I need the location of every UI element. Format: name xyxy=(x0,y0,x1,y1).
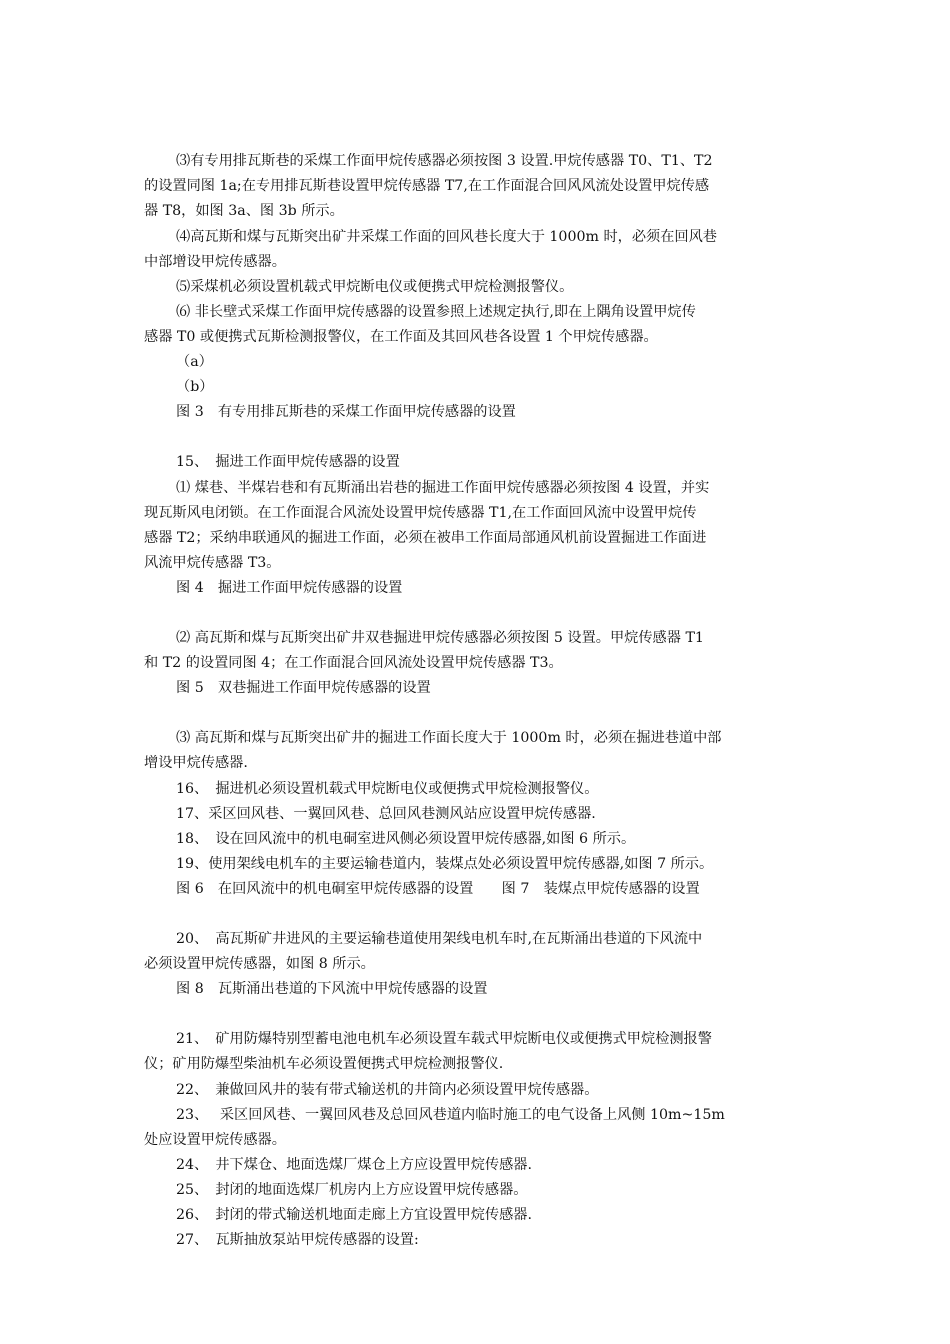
figure-caption: 图 5 双巷掘进工作面甲烷传感器的设置 xyxy=(176,680,431,696)
figure-caption: 图 3 有专用排瓦斯巷的采煤工作面甲烷传感器的设置 xyxy=(176,404,516,420)
text-line: 26、 封闭的带式输送机地面走廊上方宜设置甲烷传感器. xyxy=(176,1207,532,1223)
text-line: 必须设置甲烷传感器，如图 8 所示。 xyxy=(144,956,375,972)
text-line: ⑹ 非长壁式采煤工作面甲烷传感器的设置参照上述规定执行,即在上隅角设置甲烷传 xyxy=(176,304,696,320)
text-line: 感器 T0 或便携式瓦斯检测报警仪，在工作面及其回风巷各设置 1 个甲烷传感器。 xyxy=(144,329,658,345)
text-line: ⑶有专用排瓦斯巷的采煤工作面甲烷传感器必须按图 3 设置.甲烷传感器 T0、T1、T2 xyxy=(176,153,713,169)
text-line: 增设甲烷传感器. xyxy=(144,755,248,771)
text-line: 27、 瓦斯抽放泵站甲烷传感器的设置: xyxy=(176,1232,419,1248)
text-line: ⑸采煤机必须设置机载式甲烷断电仪或便携式甲烷检测报警仪。 xyxy=(176,279,574,295)
text-line: 22、 兼做回风井的装有带式输送机的井筒内必须设置甲烷传感器。 xyxy=(176,1082,599,1098)
text-line: 24、 井下煤仓、地面选煤厂煤仓上方应设置甲烷传感器. xyxy=(176,1157,532,1173)
text-line: ⑷高瓦斯和煤与瓦斯突出矿井采煤工作面的回风巷长度大于 1000m 时，必须在回风巷 xyxy=(176,229,717,245)
text-line: ⑵ 高瓦斯和煤与瓦斯突出矿井双巷掘进甲烷传感器必须按图 5 设置。甲烷传感器 T1 xyxy=(176,630,704,646)
text-line: 风流甲烷传感器 T3。 xyxy=(144,555,281,571)
text-line: （b） xyxy=(176,379,214,395)
text-line: 18、 设在回风流中的机电硐室进风侧必须设置甲烷传感器,如图 6 所示。 xyxy=(176,831,636,847)
text-line: 中部增设甲烷传感器。 xyxy=(144,254,286,270)
text-line: 25、 封闭的地面选煤厂机房内上方应设置甲烷传感器。 xyxy=(176,1182,528,1198)
figure-caption: 图 8 瓦斯涌出巷道的下风流中甲烷传感器的设置 xyxy=(176,981,488,997)
text-line: 17、采区回风巷、一翼回风巷、总回风巷测风站应设置甲烷传感器. xyxy=(176,806,596,822)
text-line: 和 T2 的设置同图 4；在工作面混合回风流处设置甲烷传感器 T3。 xyxy=(144,655,563,671)
text-line: （a） xyxy=(176,354,213,370)
text-line: 的设置同图 1a;在专用排瓦斯巷设置甲烷传感器 T7,在工作面混合回风风流处设置甲烷传感 xyxy=(144,178,710,194)
text-line: ⑶ 高瓦斯和煤与瓦斯突出矿井的掘进工作面长度大于 1000m 时，必须在掘进巷道中部 xyxy=(176,730,722,746)
figure-caption: 图 4 掘进工作面甲烷传感器的设置 xyxy=(176,580,403,596)
figure-caption: 图 6 在回风流中的机电硐室甲烷传感器的设置 图 7 装煤点甲烷传感器的设置 xyxy=(176,881,700,897)
text-line: 16、 掘进机必须设置机载式甲烷断电仪或便携式甲烷检测报警仪。 xyxy=(176,781,599,797)
text-line: 仪；矿用防爆型柴油机车必须设置便携式甲烷检测报警仪. xyxy=(144,1056,504,1072)
text-line: ⑴ 煤巷、半煤岩巷和有瓦斯涌出岩巷的掘进工作面甲烷传感器必须按图 4 设置，并实 xyxy=(176,480,710,496)
text-line: 19、使用架线电机车的主要运输巷道内，装煤点处必须设置甲烷传感器,如图 7 所示。 xyxy=(176,856,714,872)
text-line: 20、 高瓦斯矿井进风的主要运输巷道使用架线电机车时,在瓦斯涌出巷道的下风流中 xyxy=(176,931,703,947)
text-line: 感器 T2；采纳串联通风的掘进工作面，必须在被串工作面局部通风机前设置掘进工作面进 xyxy=(144,530,707,546)
section-heading: 15、 掘进工作面甲烷传感器的设置 xyxy=(176,454,400,470)
text-line: 现瓦斯风电闭锁。在工作面混合风流处设置甲烷传感器 T1,在工作面回风流中设置甲烷传 xyxy=(144,505,697,521)
text-line: 器 T8，如图 3a、图 3b 所示。 xyxy=(144,203,344,219)
text-line: 21、 矿用防爆特别型蓄电池电机车必须设置车载式甲烷断电仪或便携式甲烷检测报警 xyxy=(176,1031,712,1047)
text-line: 23、 采区回风巷、一翼回风巷及总回风巷道内临时施工的电气设备上风侧 10m~15m xyxy=(176,1107,725,1123)
text-line: 处应设置甲烷传感器。 xyxy=(144,1132,286,1148)
